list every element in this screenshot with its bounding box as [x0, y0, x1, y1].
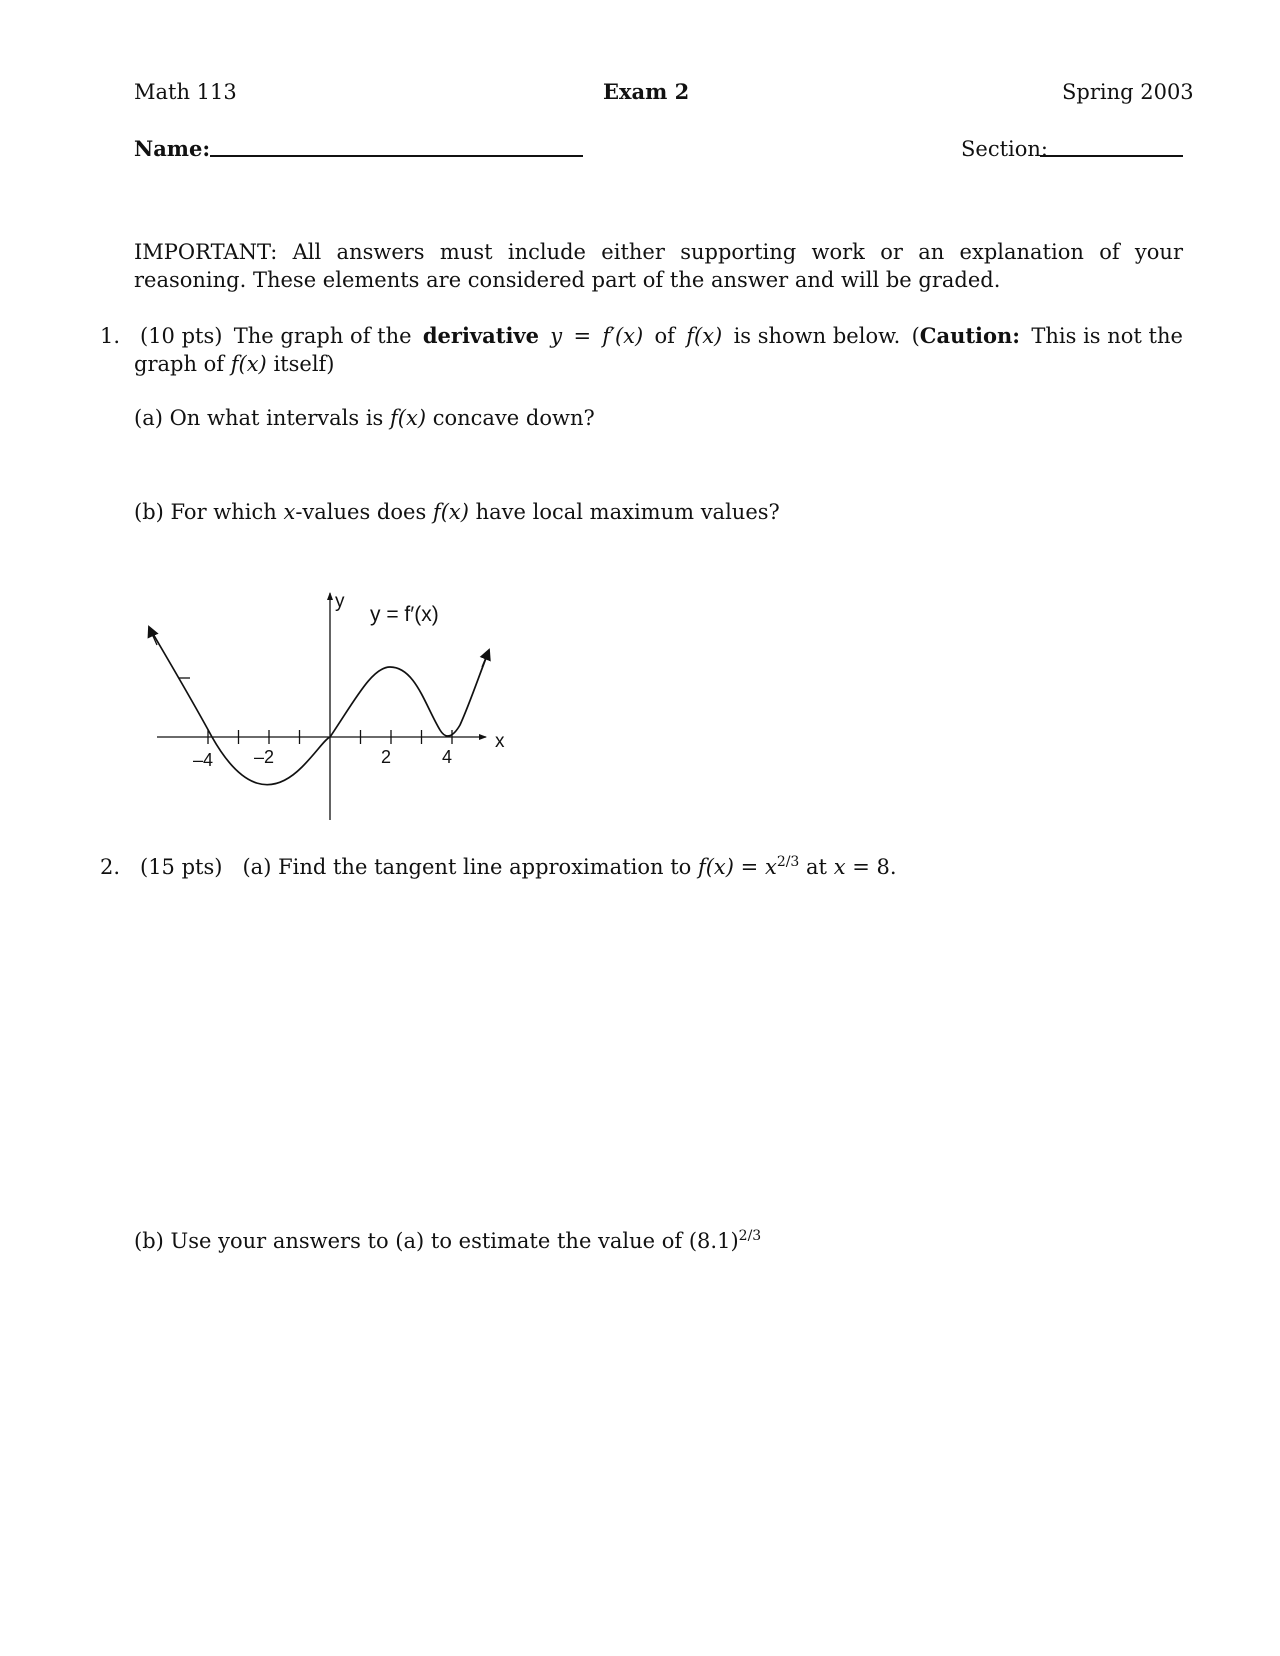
tick-label-2: 2: [381, 747, 392, 767]
problem-1-part-a: [134, 404, 595, 432]
part-a-rest: concave down?: [432, 406, 595, 430]
problem-2-eq: =: [740, 855, 759, 879]
problem-1-derivative: derivative: [422, 323, 539, 348]
part-b-label: (b) For which: [134, 500, 277, 524]
problem-2-points: (15 pts): [140, 855, 223, 879]
problem-1-line-1: (10 pts) The graph of the derivative y = f′(x) of f(x) is shown below. (Caution: This is not the: [140, 323, 1183, 348]
problem-1-points: (10 pts): [140, 324, 223, 348]
problem-1-caution-text: This is not the: [1031, 324, 1183, 348]
problem-1-of: of: [654, 324, 675, 348]
problem-1-line-2: [134, 350, 335, 378]
section-label: Section:: [961, 137, 1048, 161]
problem-1-fx: f(x): [686, 324, 723, 348]
curve-left-arrow: [149, 627, 157, 645]
part-b-fx: f(x): [432, 500, 469, 524]
problem-2-part-b-exponent: 2/3: [738, 1228, 762, 1244]
part-a-fx: f(x): [390, 406, 427, 430]
exam-title: Exam 2: [603, 79, 690, 104]
x-axis-label: x: [495, 731, 505, 752]
name-line[interactable]: [210, 155, 583, 157]
tick-label-4: 4: [442, 747, 453, 767]
section-line[interactable]: [1040, 155, 1183, 157]
curve-label: y = f′(x): [370, 603, 439, 626]
part-b-mid: -values does: [295, 500, 427, 524]
problem-2-part-a-text: (a) Find the tangent line approximation to: [242, 855, 692, 879]
derivative-graph: [120, 585, 520, 825]
problem-2-x: x: [764, 855, 777, 879]
tick-label-neg4: –4: [193, 750, 214, 770]
problem-2-eq2: = 8.: [852, 855, 897, 879]
course-title: Math 113: [134, 80, 237, 104]
problem-1-line2-a: graph of: [134, 352, 225, 376]
part-a-label: (a) On what intervals is: [134, 406, 384, 430]
problem-1-number: 1.: [100, 324, 121, 348]
curve-right-arrow: [482, 650, 489, 667]
problem-1-caution: Caution:: [919, 323, 1021, 348]
problem-1-line2-fx: f(x): [230, 352, 267, 376]
problem-2-part-b: [134, 1227, 761, 1255]
problem-1-y-var: y: [550, 324, 563, 348]
problem-2-part-a: [140, 853, 897, 881]
problem-1-fprime: f′(x): [602, 324, 644, 348]
tick-label-neg2: –2: [254, 747, 275, 767]
name-label: Name:: [134, 136, 211, 161]
problem-2-xvar: x: [833, 855, 846, 879]
term-label: Spring 2003: [1062, 80, 1194, 104]
y-axis-label: y: [335, 591, 345, 612]
problem-2-exponent: 2/3: [776, 854, 800, 870]
instructions: IMPORTANT: All answers must include either supporting work or an explanation of your reasoning. These elements are considered part of the answer and will be graded.: [134, 240, 1183, 292]
problem-1-line2-b: itself): [273, 352, 335, 376]
problem-2-part-b-text: (b) Use your answers to (a) to estimate the value of (8.1): [134, 1229, 739, 1253]
problem-1-part-b: [134, 498, 780, 526]
problem-1-equals: =: [573, 324, 592, 348]
problem-1-intro: The graph of the: [233, 324, 412, 348]
problem-2-fx: f(x): [697, 855, 734, 879]
problem-2-at: at: [806, 855, 827, 879]
part-b-x: x: [283, 500, 296, 524]
part-b-rest: have local maximum values?: [475, 500, 780, 524]
problem-1-shown: is shown below.: [733, 324, 901, 348]
problem-2-number: 2.: [100, 855, 121, 879]
